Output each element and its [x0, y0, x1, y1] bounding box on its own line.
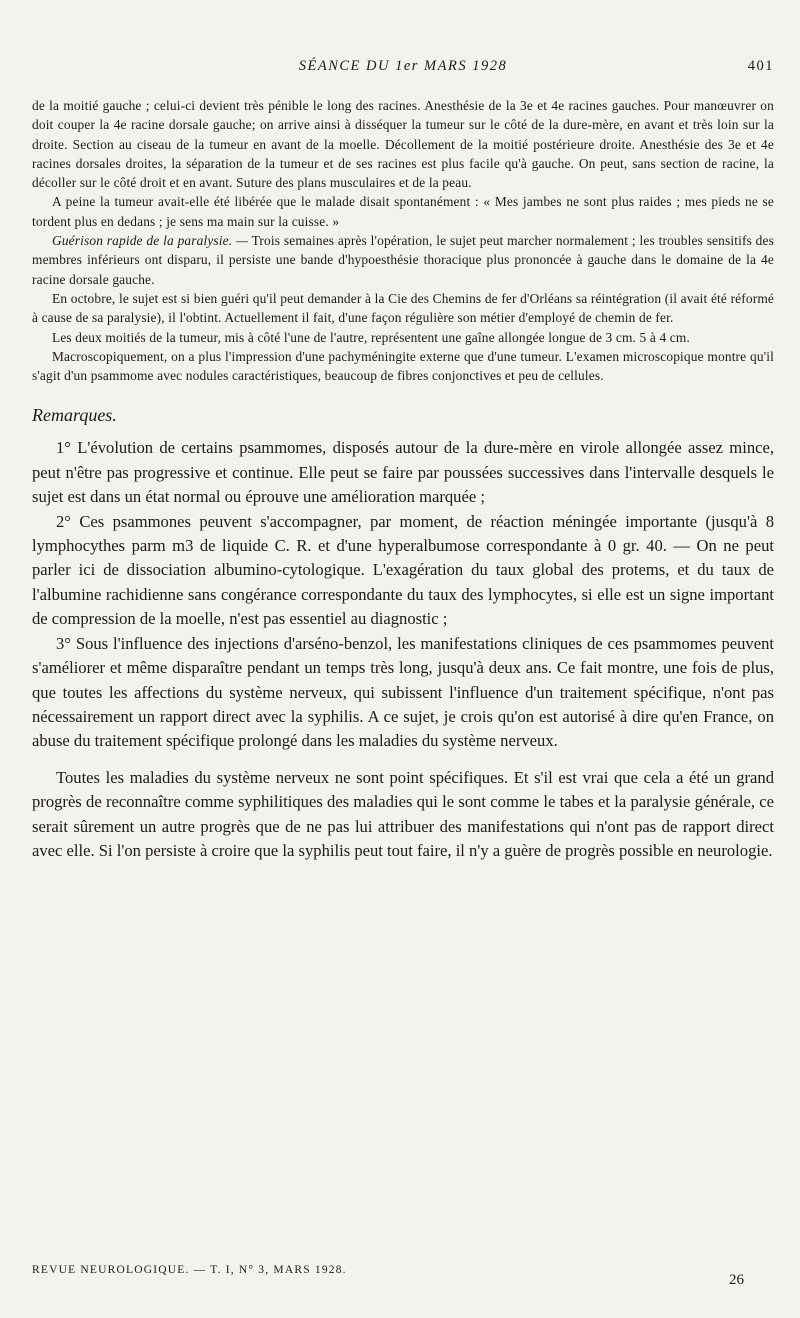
- remark-3: 3° Sous l'influence des injections d'arséno-benzol, les manifestations cliniques de ces psammomes peuvent s'améliorer et même disparaître pendant un temps très long, jusqu'à deux ans. Ce fait montre, une fois de plus, que toutes les affections du système nerveux, qui subissent l'influence d'un traitement spécifique, n'ont pas nécessairement un rapport direct avec la syphilis. A ce sujet, je crois qu'on est autorisé à dire qu'en France, on abuse du traitement spécifique prolongé dans les maladies du système nerveux.: [32, 633, 774, 751]
- remark-2: 2° Ces psammones peuvent s'accompagner, par moment, de réaction méningée importante (jusqu'à 8 lymphocythes parm m3 de liquide C. R. et d'une hyperalbumose correspondante à 0 gr. 40. — On ne peut parler ici de dissociation albumino-cytologique. L'exagération du taux global des protems, et du taux de l'albumine rachidienne sans congérance correspondante du taux des lymphocytes, si elle est un signe important de compression de la moelle, n'est pas essentiel au diagnostic ;: [32, 511, 774, 629]
- running-title: SÉANCE DU 1er MARS 1928: [298, 58, 508, 74]
- recovery-text: Trois semaines après l'opération, le sujet peut marcher normalement ; les troubles sensitifs des membres inférieurs ont disparu, il persiste une bande d'hypoesthésie thoracique plus prononcée à gauche dans le domaine de la 4e racine dorsale gauche.: [32, 233, 774, 287]
- paragraph-tumor-halves: Les deux moitiés de la tumeur, mis à côté l'une de l'autre, représentent une gaîne allongée longue de 3 cm. 5 à 4 cm.: [52, 329, 690, 345]
- case-report-text: [32, 96, 774, 385]
- paragraph-recovery: [32, 231, 774, 289]
- paragraph-reinstatement: En octobre, le sujet est si bien guéri qu'il peut demander à la Cie des Chemins de fer d'Orléans sa réintégration (il avait été réformé à cause de sa paralysie), il l'obtint. Actuellement il fait, d'une façon régulière son métier d'employé de chemin de fer.: [32, 290, 774, 326]
- remarques-heading: Remarques.: [32, 405, 117, 426]
- running-head: [32, 58, 774, 82]
- journal-footer: REVUE NEUROLOGIQUE. — T. I, N° 3, MARS 1928.: [32, 1264, 347, 1276]
- paragraph-conclusion: Toutes les maladies du système nerveux ne sont point spécifiques. Et s'il est vrai que cela a été un grand progrès de reconnaître comme syphilitiques des maladies qui le sont comme le tabes et la paralysie générale, ce serait sûrement un autre progrès que de ne pas lui attribuer des manifestations qui n'ont pas de rapport direct avec elle. Si l'on persiste à croire que la syphilis peut tout faire, il n'y a guère de progrès possible en neurologie.: [32, 767, 774, 860]
- paragraph-operation: de la moitié gauche ; celui-ci devient très pénible le long des racines. Anesthésie de la 3e et 4e racines gauches. Pour manœuvrer on doit couper la 4e racine dorsale gauche; on arrive ainsi à disséquer la tumeur sur le côté de la dure-mère, en avant et très loin sur la droite. Section au ciseau de la tumeur en avant de la moelle. Décollement de la moitié postérieure droite. Anesthésie des 3e et 4e racines dorsales droites, la séparation de la tumeur et de ses racines est plus facile qu'à gauche. On peut, sans section de racine, la décoller sur le côté droit et en avant. Suture des plans musculaires et de la peau.: [32, 98, 774, 191]
- remark-1: 1° L'évolution de certains psammomes, disposés autour de la dure-mère en virole allongée assez mince, peut n'être pas progressive et continue. Elle peut se faire par poussées successives dans l'intervalle desquels le sujet est dans un état normal ou éprouve une amélioration marquée ;: [32, 438, 774, 507]
- page-footer: [32, 1264, 744, 1288]
- recovery-label: Guérison rapide de la paralysie. —: [52, 233, 249, 249]
- paragraph-patient-quote: A peine la tumeur avait-elle été libérée que le malade disait spontanément : « Mes jambes ne sont plus raides ; mes pieds ne se tordent plus en dedans ; je sens ma main sur la cuisse. »: [32, 194, 774, 229]
- remarks-text: [32, 436, 774, 863]
- page-number: 401: [747, 58, 774, 74]
- signature-mark: 26: [729, 1272, 744, 1288]
- paragraph-macroscopic: Macroscopiquement, on a plus l'impression d'une pachyméningite externe que d'une tumeur. L'examen microscopique montre qu'il s'agit d'un psammome avec nodules caractéristiques, beaucoup de fibres conjonctives et peu de cellules.: [32, 348, 774, 384]
- page: [32, 58, 774, 863]
